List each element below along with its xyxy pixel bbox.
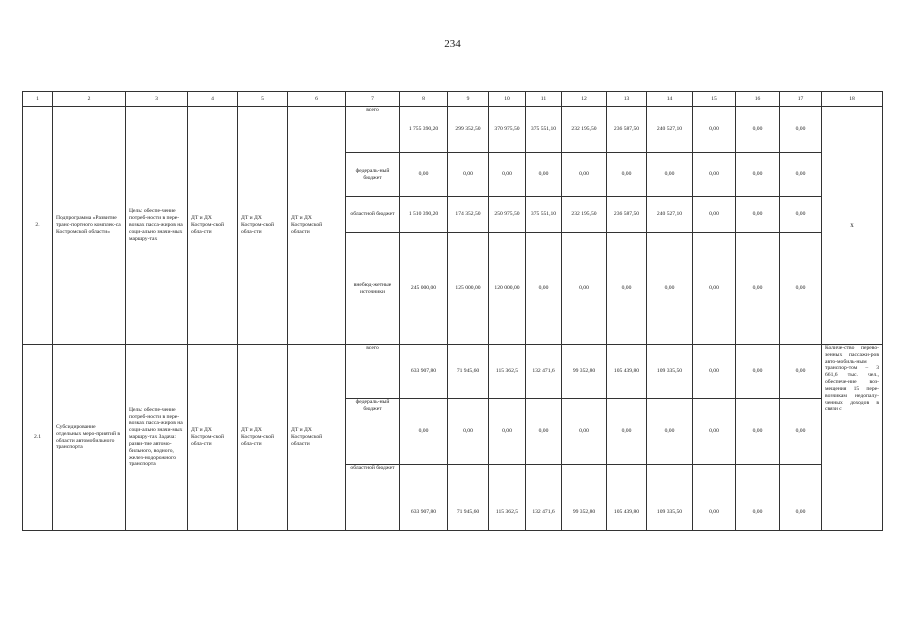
- header-cell: 17: [780, 92, 822, 107]
- value-cell: 0,00: [693, 107, 736, 153]
- value-cell: 0,00: [526, 399, 562, 465]
- value-cell: 0,00: [693, 399, 736, 465]
- value-cell: 633 907,80: [400, 345, 448, 399]
- value-cell: 0,00: [448, 399, 489, 465]
- value-cell: 0,00: [780, 345, 822, 399]
- value-cell: 240 527,10: [647, 197, 693, 233]
- value-cell: 109 335,50: [647, 465, 693, 531]
- table-row: [23, 345, 883, 399]
- header-row: [23, 92, 883, 107]
- value-cell: 1 755 390,20: [400, 107, 448, 153]
- funding-source: областной бюджет: [346, 465, 400, 531]
- header-cell: 14: [647, 92, 693, 107]
- value-cell: 0,00: [780, 399, 822, 465]
- value-cell: 0,00: [736, 107, 780, 153]
- value-cell: 0,00: [693, 197, 736, 233]
- value-cell: 236 587,50: [607, 197, 647, 233]
- value-cell: 0,00: [647, 233, 693, 345]
- value-cell: 132 471,6: [526, 465, 562, 531]
- value-cell: 250 975,50: [489, 197, 526, 233]
- value-cell: 0,00: [562, 233, 607, 345]
- program-goal: Цель: обеспе-чение потреб-ности в пере-возках пасса-жиров на соци-ально значи-мых маршру-тах Задача: разви-тие автомо-бильного, водного, желез-нодорожного транспорта: [126, 345, 188, 531]
- value-cell: 0,00: [736, 465, 780, 531]
- value-cell: 0,00: [693, 153, 736, 197]
- value-cell: 120 000,00: [489, 233, 526, 345]
- program-goal: Цель: обеспе-чение потреб-ности в пере-возках пасса-жиров на соци-ально значи-мых маршру-тах: [126, 107, 188, 345]
- value-cell: 0,00: [607, 399, 647, 465]
- value-cell: 0,00: [736, 345, 780, 399]
- value-cell: 370 975,50: [489, 107, 526, 153]
- program-name: Подпрограмма «Развитие транс-портного комплек-са Костромской области»: [53, 107, 126, 345]
- executor-cell: ДТ и ДХ Костром-ской обла-сти: [238, 345, 288, 531]
- header-cell: 5: [238, 92, 288, 107]
- value-cell: 0,00: [736, 153, 780, 197]
- value-cell: 0,00: [780, 197, 822, 233]
- value-cell: 0,00: [693, 233, 736, 345]
- result-cell: Количе-ство перево-зенных пассажи-ров авто-мобиль-ным транспор-том – 3 661,6 тыс. чел., обеспече-ние воз-мещения 15 пере-возчикам недопалу-ченных доходов в связи с: [822, 345, 883, 531]
- executor-cell: ДТ и ДХ Костром-ской обла-сти: [188, 107, 238, 345]
- header-cell: 16: [736, 92, 780, 107]
- value-cell: 375 551,10: [526, 107, 562, 153]
- value-cell: 0,00: [780, 233, 822, 345]
- header-cell: 6: [288, 92, 346, 107]
- value-cell: 0,00: [647, 399, 693, 465]
- value-cell: 132 471,6: [526, 345, 562, 399]
- value-cell: 245 000,00: [400, 233, 448, 345]
- value-cell: 232 195,50: [562, 197, 607, 233]
- funding-source: внебюд-жетные источники: [346, 233, 400, 345]
- funding-source: всего: [346, 345, 400, 399]
- value-cell: 0,00: [400, 153, 448, 197]
- value-cell: 125 000,00: [448, 233, 489, 345]
- value-cell: 0,00: [780, 153, 822, 197]
- executor-cell: ДТ и ДХ Костромской области: [288, 345, 346, 531]
- value-cell: 236 587,50: [607, 107, 647, 153]
- value-cell: 0,00: [607, 153, 647, 197]
- value-cell: 299 352,50: [448, 107, 489, 153]
- header-cell: 4: [188, 92, 238, 107]
- program-table: [22, 91, 883, 531]
- value-cell: 0,00: [736, 399, 780, 465]
- header-cell: 13: [607, 92, 647, 107]
- value-cell: 0,00: [562, 153, 607, 197]
- value-cell: 1 510 390,20: [400, 197, 448, 233]
- value-cell: 0,00: [693, 345, 736, 399]
- value-cell: 232 195,50: [562, 107, 607, 153]
- page-number: 234: [444, 38, 461, 50]
- value-cell: 0,00: [647, 153, 693, 197]
- value-cell: 105 439,80: [607, 345, 647, 399]
- value-cell: 115 362,5: [489, 345, 526, 399]
- value-cell: 0,00: [489, 153, 526, 197]
- program-name: Субсидирование отдельных меро-приятий в области автомобильного транспорта: [53, 345, 126, 531]
- value-cell: 375 551,10: [526, 197, 562, 233]
- value-cell: 0,00: [607, 233, 647, 345]
- value-cell: 0,00: [693, 465, 736, 531]
- value-cell: 633 907,80: [400, 465, 448, 531]
- header-cell: 9: [448, 92, 489, 107]
- value-cell: 0,00: [780, 465, 822, 531]
- header-cell: 3: [126, 92, 188, 107]
- value-cell: 71 945,60: [448, 345, 489, 399]
- header-cell: 10: [489, 92, 526, 107]
- value-cell: 174 352,50: [448, 197, 489, 233]
- value-cell: 71 945,60: [448, 465, 489, 531]
- header-cell: 2: [53, 92, 126, 107]
- header-cell: 8: [400, 92, 448, 107]
- value-cell: 115 362,5: [489, 465, 526, 531]
- value-cell: 109 335,50: [647, 345, 693, 399]
- funding-source: федераль-ный бюджет: [346, 153, 400, 197]
- value-cell: 0,00: [400, 399, 448, 465]
- header-cell: 1: [23, 92, 53, 107]
- funding-source: областной бюджет: [346, 197, 400, 233]
- value-cell: 0,00: [780, 107, 822, 153]
- header-cell: 11: [526, 92, 562, 107]
- value-cell: 0,00: [489, 399, 526, 465]
- value-cell: 0,00: [448, 153, 489, 197]
- value-cell: 0,00: [736, 233, 780, 345]
- executor-cell: ДТ и ДХ Костром-ской обла-сти: [188, 345, 238, 531]
- header-cell: 15: [693, 92, 736, 107]
- row-index: 2.1: [23, 345, 53, 531]
- row-index: 2.: [23, 107, 53, 345]
- funding-source: всего: [346, 107, 400, 153]
- executor-cell: ДТ и ДХ Костром-ской обла-сти: [238, 107, 288, 345]
- result-cell: х: [822, 107, 883, 345]
- header-cell: 12: [562, 92, 607, 107]
- value-cell: 0,00: [526, 233, 562, 345]
- header-cell: 7: [346, 92, 400, 107]
- header-cell: 18: [822, 92, 883, 107]
- value-cell: 0,00: [736, 197, 780, 233]
- table-row: [23, 107, 883, 153]
- funding-source: федераль-ный бюджет: [346, 399, 400, 465]
- value-cell: 0,00: [562, 399, 607, 465]
- value-cell: 0,00: [526, 153, 562, 197]
- value-cell: 240 527,10: [647, 107, 693, 153]
- executor-cell: ДТ и ДХ Костромской области: [288, 107, 346, 345]
- value-cell: 99 352,80: [562, 465, 607, 531]
- value-cell: 105 439,80: [607, 465, 647, 531]
- value-cell: 99 352,80: [562, 345, 607, 399]
